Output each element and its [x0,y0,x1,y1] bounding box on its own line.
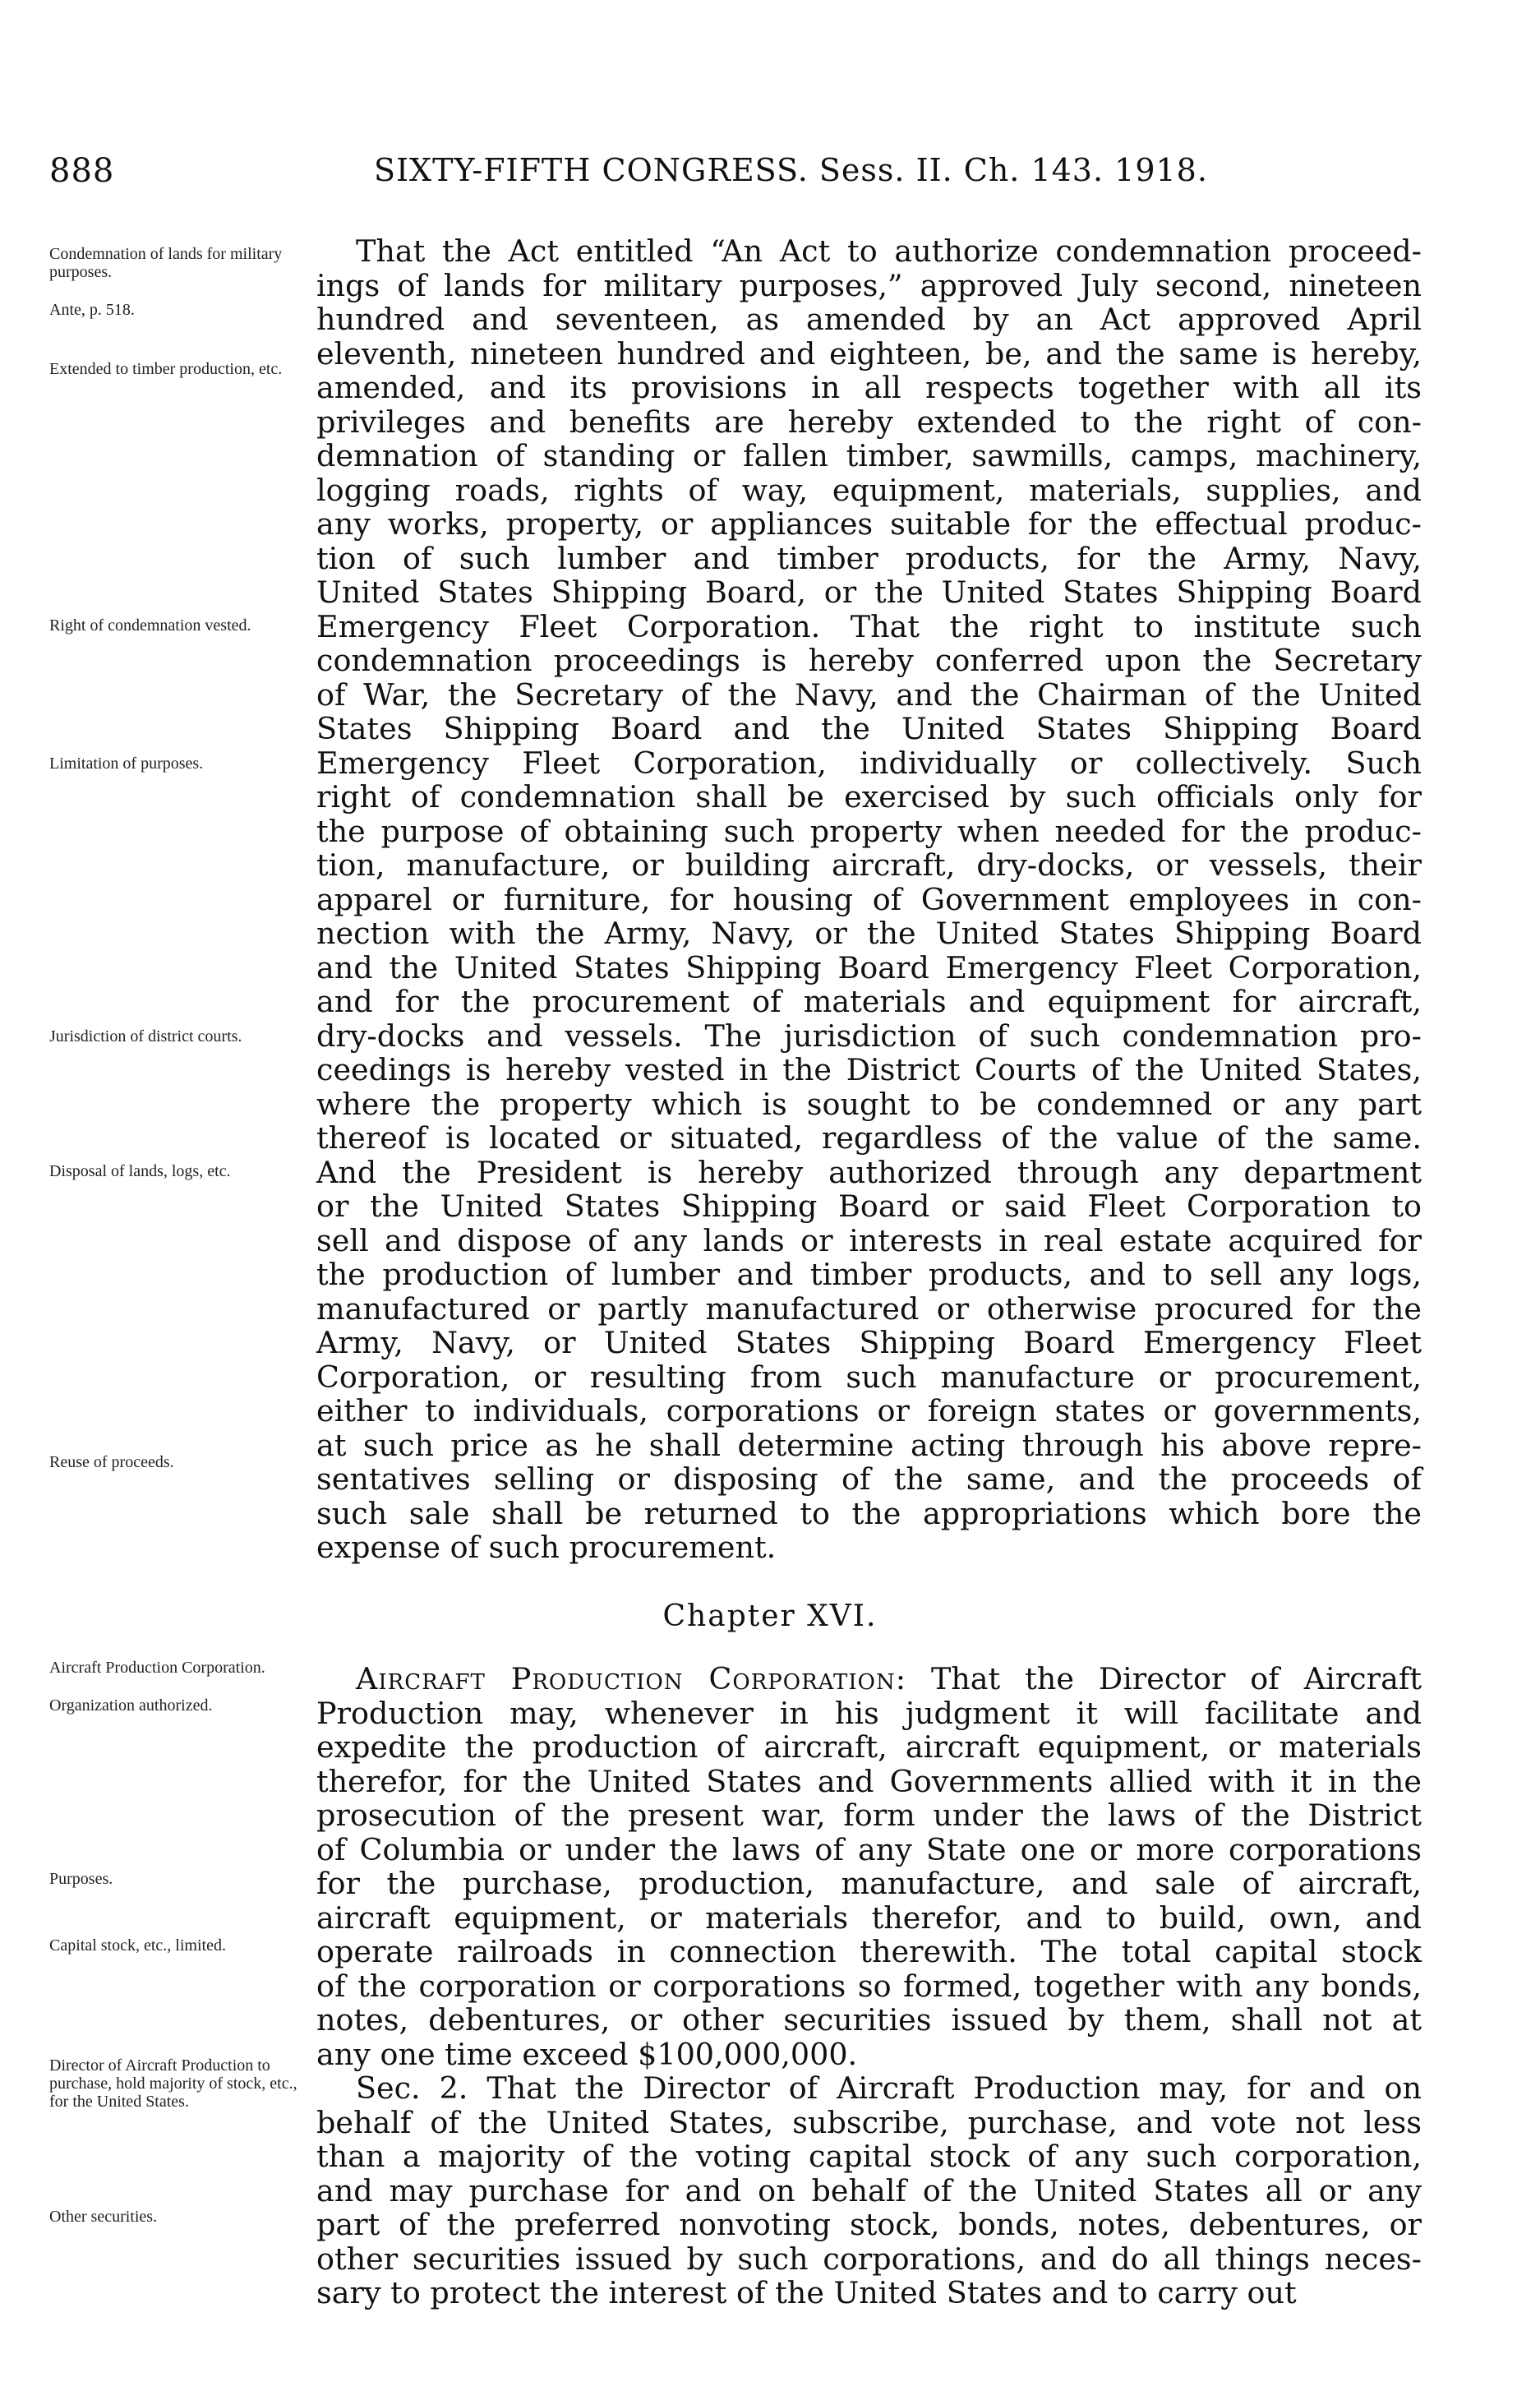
text-line: Production may, whenever in his judgment it will facilitate and [316,1695,1422,1731]
text-line: Army, Navy, or United States Shipping Board Emergency Fleet [316,1325,1422,1360]
text-line: prosecution of the present war, form under the laws of the District [316,1798,1422,1833]
text-line: the purpose of obtaining such property when needed for the produc- [316,813,1422,849]
text-line: That the Act entitled “An Act to authorize condemnation proceed- [356,233,1422,269]
text-line: the production of lumber and timber products, and to sell any logs, [316,1257,1422,1292]
text-line: manufactured or partly manufactured or otherwise procured for the [316,1290,1422,1327]
text-line: And the President is hereby authorized through any department [316,1154,1422,1190]
text-line: Sec. 2. That the Director of Aircraft Production may, for and on [356,2070,1422,2106]
margin-note: Director of Aircraft Production to purchase, hold majority of stock, etc., for the United States. [49,2056,297,2111]
section-body-condemnation [316,234,1422,1565]
text-line: and may purchase for and on behalf of the United States all or any [316,2172,1422,2208]
text-line: tion of such lumber and timber products, for the Army, Navy, [316,540,1422,576]
text-line: expedite the production of aircraft, aircraft equipment, or materials [316,1729,1422,1765]
text-line: logging roads, rights of way, equipment, materials, supplies, and [316,472,1422,508]
margin-note: Ante, p. 518. [49,301,135,319]
text-line: United States Shipping Board, or the United States Shipping Board [316,575,1422,610]
text-line: any one time exceed $100,000,000. [316,2036,858,2072]
text-line: notes, debentures, or other securities issued by them, shall not at [316,2002,1422,2038]
section-body-aircraft-corporation [316,1662,1422,2071]
text-line: at such price as he shall determine acting through his above repre- [316,1427,1422,1463]
text-line [316,1662,1422,1696]
text-line: demnation of standing or fallen timber, sawmills, camps, machinery, [316,438,1422,473]
margin-note: Jurisdiction of district courts. [49,1027,242,1045]
text-line: expense of such procurement. [316,1530,777,1565]
running-head: SIXTY-FIFTH CONGRESS. Sess. II. Ch. 143. 1918. [374,152,1208,188]
running-header [49,152,1446,201]
text-line: Emergency Fleet Corporation, individually or collectively. Such [316,745,1422,781]
margin-note: Condemnation of lands for military purposes. [49,245,283,281]
margin-note: Other securities. [49,2208,158,2226]
text-line: dry-docks and vessels. The jurisdiction of such condemnation pro- [316,1018,1422,1054]
margin-note: Extended to timber production, etc. [49,360,283,378]
text-line: hundred and seventeen, as amended by an Act approved April [316,302,1422,337]
text-line: nection with the Army, Navy, or the United States Shipping Board [316,916,1422,951]
text-line: States Shipping Board and the United States Shipping Board [316,711,1422,746]
text-line: eleventh, nineteen hundred and eighteen, be, and the same is hereby, [316,335,1422,372]
text-line: such sale shall be returned to the appropriations which bore the [316,1495,1422,1531]
text-line: for the purchase, production, manufacture, and sale of aircraft, [316,1866,1422,1901]
margin-note: Purposes. [49,1870,113,1888]
text-line: condemnation proceedings is hereby conferred upon the Secretary [316,643,1422,678]
text-line: of Columbia or under the laws of any State one or more corporations [316,1831,1422,1867]
section-lead: Aircraft Production Corporation: [356,1661,906,1696]
text-line: thereof is located or situated, regardless of the value of the same. [316,1120,1422,1156]
text-line: or the United States Shipping Board or said Fleet Corporation to [316,1188,1422,1224]
text-line: and the United States Shipping Board Emergency Fleet Corporation, [316,949,1422,985]
text-line: sary to protect the interest of the United States and to carry out [316,2275,1297,2310]
text-line: tion, manufacture, or building aircraft, dry-docks, or vessels, their [316,847,1422,883]
margin-note: Right of condemnation vested. [49,616,251,635]
text-line: where the property which is sought to be condemned or any part [316,1086,1422,1122]
text-line: therefor, for the United States and Governments allied with it in the [316,1763,1422,1799]
margin-note: Limitation of purposes. [49,755,204,773]
page-number: 888 [49,152,115,190]
text-line: operate railroads in connection therewith. The total capital stock [316,1934,1422,1969]
text-line-rest: That the Director of Aircraft [930,1661,1422,1696]
text-line: part of the preferred nonvoting stock, bonds, notes, debentures, or [316,2207,1422,2242]
text-line: amended, and its provisions in all respects together with all its [316,370,1422,405]
text-line: ceedings is hereby vested in the District Courts of the United States, [316,1052,1422,1087]
text-line: and for the procurement of materials and equipment for aircraft, [316,984,1422,1019]
margin-note: Organization authorized. [49,1696,213,1715]
margin-note: Disposal of lands, logs, etc. [49,1162,231,1180]
text-line: privileges and benefits are hereby extended to the right of con- [316,404,1422,440]
text-line: of the corporation or corporations so formed, together with any bonds, [316,1968,1422,2004]
text-line: other securities issued by such corporations, and do all things neces- [316,2241,1422,2277]
chapter-heading: Chapter XVI. [662,1599,878,1633]
text-line: any works, property, or appliances suitable for the effectual produc- [316,506,1422,542]
text-line: aircraft equipment, or materials therefor, and to build, own, and [316,1899,1422,1936]
text-line: behalf of the United States, subscribe, purchase, and vote not less [316,2104,1422,2140]
text-line: than a majority of the voting capital stock of any such corporation, [316,2139,1422,2174]
text-line: of War, the Secretary of the Navy, and the Chairman of the United [316,676,1422,713]
text-line: sentatives selling or disposing of the same, and the proceeds of [316,1461,1422,1497]
text-line: Emergency Fleet Corporation. That the right to institute such [316,608,1422,644]
text-line: apparel or furniture, for housing of Government employees in con- [316,881,1422,917]
text-line: sell and dispose of any lands or interests in real estate acquired for [316,1222,1422,1258]
margin-note: Capital stock, etc., limited. [49,1936,226,1955]
text-line: ings of lands for military purposes,” approved July second, nineteen [316,267,1422,303]
text-line: right of condemnation shall be exercised by such officials only for [316,779,1422,815]
margin-note: Reuse of proceeds. [49,1453,174,1471]
text-line: either to individuals, corporations or foreign states or governments, [316,1393,1422,1428]
text-line: Corporation, or resulting from such manufacture or procurement, [316,1359,1422,1395]
section-body-director-purchase [316,2071,1422,2310]
margin-note: Aircraft Production Corporation. [49,1659,265,1677]
